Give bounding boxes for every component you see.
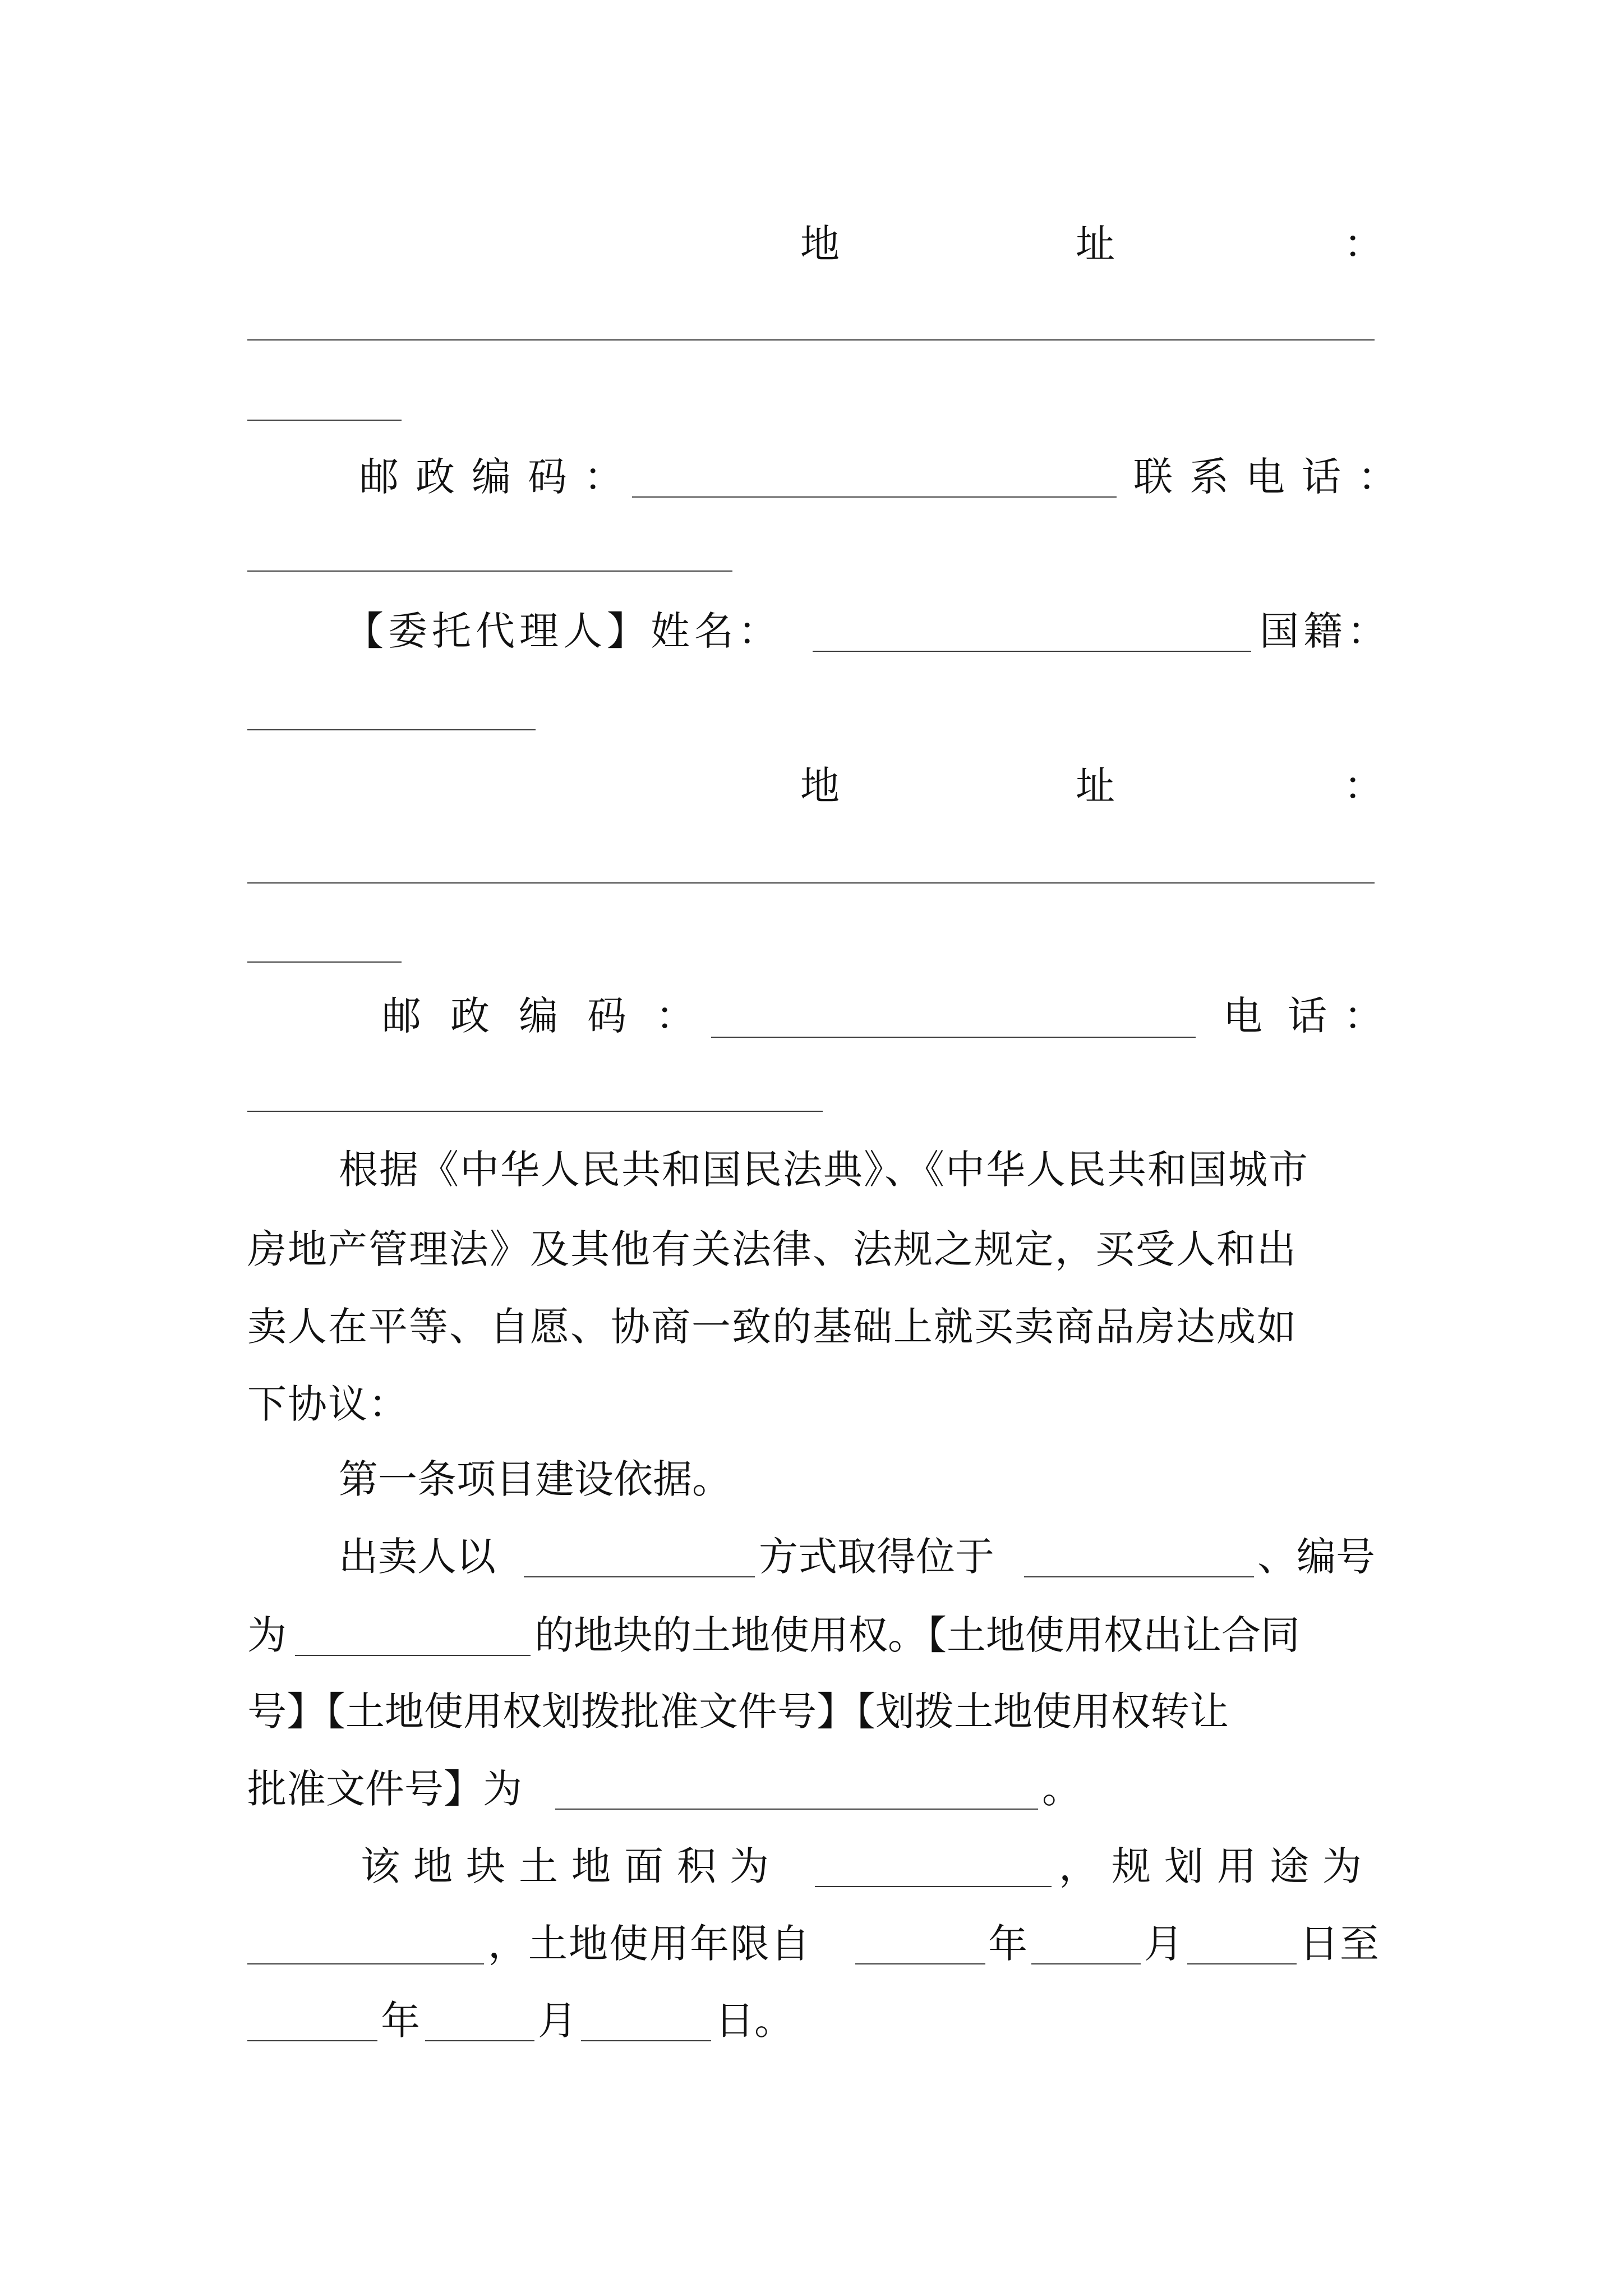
article-1-l6-a: ，土地使用年限自 [488,1921,811,1967]
agent-address-blank-line-1[interactable] [247,882,1375,884]
article-1-l5-a: 该地块土地面积为 [361,1843,782,1889]
article-1-l2-b: 的地块的土地使用权。【土地使用权出让合同 [534,1612,1300,1658]
agent-phone-label-colon: ： [1344,993,1383,1039]
address-label-char-1: 地 [800,221,840,267]
land-document-number-blank[interactable] [555,1809,1038,1810]
postcode-label: 邮政编码： [359,454,640,500]
start-year-label: 年 [988,1921,1027,1967]
agent-phone-label-char-1: 电 [1223,993,1262,1039]
agent-name-blank[interactable] [813,651,1251,652]
start-day-to-label: 日至 [1299,1921,1380,1967]
preamble-line-2: 房地产管理法》及其他有关法律、法规之规定，买受人和出 [247,1226,1297,1272]
address-label-colon: ： [1344,221,1383,267]
phone-blank[interactable] [247,570,732,572]
agent-postcode-label: 邮政编码： [382,993,724,1039]
address-blank-line-2[interactable] [247,420,402,421]
location-blank[interactable] [1024,1576,1254,1577]
phone-label: 联系电话： [1133,454,1414,500]
end-month-label: 月 [538,1998,577,2044]
plot-number-blank[interactable] [295,1655,531,1656]
end-year-label: 年 [381,1998,420,2044]
article-1-l1-c: 、编号 [1257,1534,1375,1580]
start-month-label: 月 [1144,1921,1183,1967]
nationality-blank[interactable] [247,729,536,730]
agent-postcode-blank[interactable] [711,1037,1196,1038]
agent-address-label-colon: ： [1344,763,1383,809]
start-year-blank[interactable] [855,1963,985,1964]
nationality-label: 国籍： [1260,608,1391,654]
end-month-blank[interactable] [425,2040,534,2041]
article-1-title: 第一条项目建设依据。 [339,1456,731,1502]
article-1-l4-a: 批准文件号】为 [247,1766,522,1812]
agent-phone-blank[interactable] [247,1111,823,1112]
agent-phone-label-char-2: 话 [1288,993,1327,1039]
acquisition-method-blank[interactable] [524,1576,755,1577]
article-1-l1-b: 方式取得位于 [759,1534,994,1580]
article-1-l1-a: 出卖人以 [339,1534,496,1580]
address-label-char-2: 址 [1076,221,1115,267]
planned-use-blank[interactable] [247,1963,484,1964]
article-1-l3: 号】【土地使用权划拨批准文件号】【划拨土地使用权转让 [247,1688,1229,1734]
start-day-blank[interactable] [1187,1963,1297,1964]
article-1-l2-a: 为 [247,1612,287,1658]
agent-name-label: 【委托代理人】姓名： [344,608,782,654]
start-month-blank[interactable] [1031,1963,1141,1964]
preamble-line-4: 下协议： [247,1381,409,1427]
address-blank-line-1[interactable] [247,339,1375,341]
article-1-l5-b: ，规划用途为 [1059,1843,1375,1889]
end-day-blank[interactable] [581,2040,711,2041]
agent-address-label-char-1: 地 [800,763,840,809]
article-1-l4-b: 。 [1042,1766,1081,1812]
preamble-line-1: 根据《中华人民共和国民法典》、《中华人民共和国城市 [339,1147,1309,1193]
end-day-label: 日。 [715,1998,794,2044]
land-area-blank[interactable] [815,1886,1052,1887]
end-year-blank[interactable] [247,2040,377,2041]
preamble-line-3: 卖人在平等、自愿、协商一致的基础上就买卖商品房达成如 [247,1304,1297,1350]
postcode-blank[interactable] [632,496,1117,498]
agent-address-blank-line-2[interactable] [247,961,402,963]
agent-address-label-char-2: 址 [1076,763,1115,809]
